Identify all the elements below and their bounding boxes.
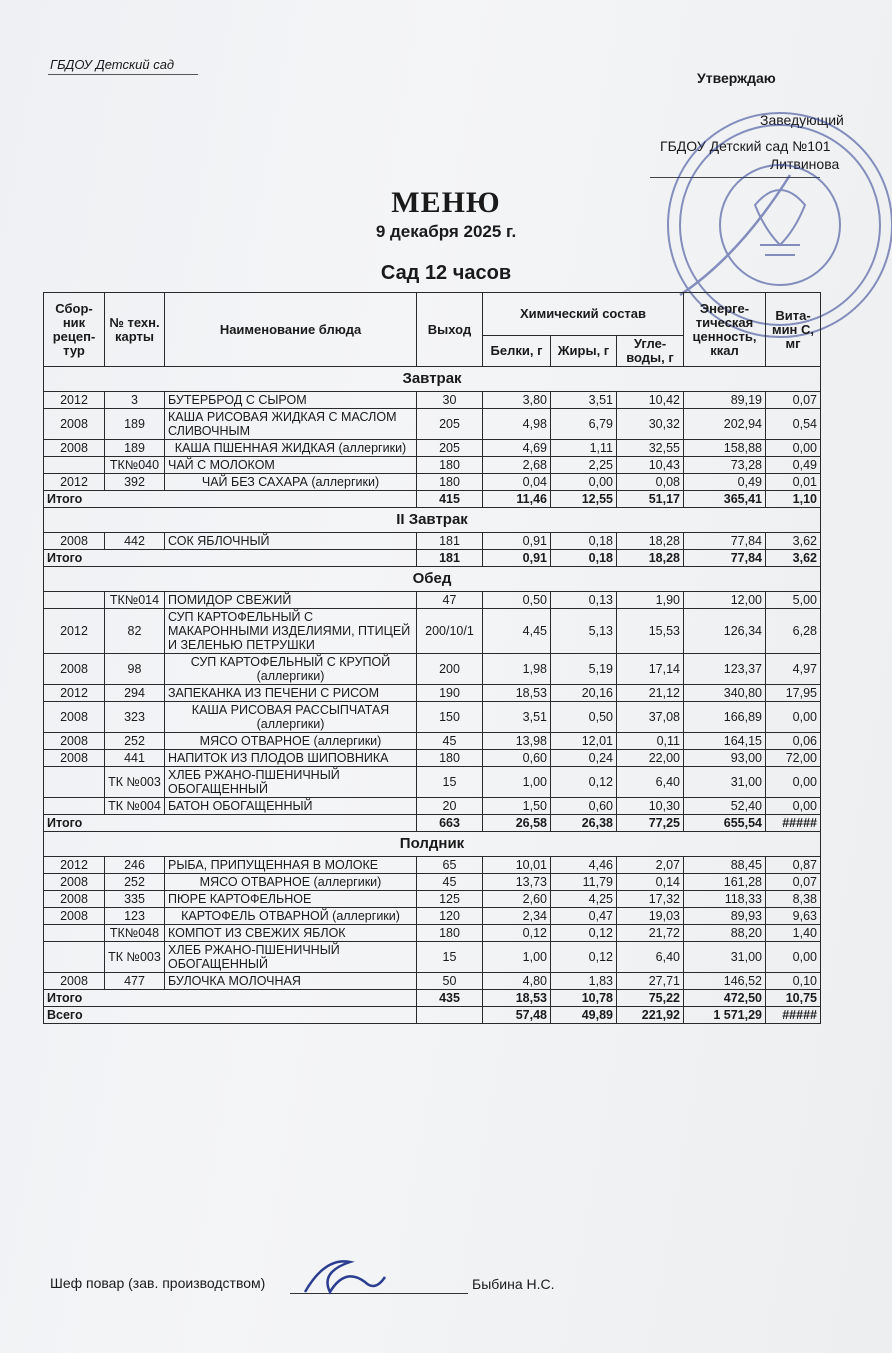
cell-collection (44, 457, 105, 474)
grand-total-label: Всего (44, 1007, 417, 1024)
cell-collection: 2008 (44, 440, 105, 457)
cell-protein: 1,98 (483, 654, 551, 685)
table-row (44, 891, 821, 908)
signature-icon (300, 1252, 390, 1300)
cell-collection: 2012 (44, 609, 105, 654)
cell-tech-card: 189 (105, 440, 165, 457)
cell-yield: 20 (417, 798, 483, 815)
cell-tech-card: 123 (105, 908, 165, 925)
section-title: Обед (44, 567, 821, 592)
table-row (44, 702, 821, 733)
cell-vitamin: 0,07 (766, 392, 821, 409)
cell-vitamin: 0,87 (766, 857, 821, 874)
cell-vitamin: 8,38 (766, 891, 821, 908)
cell-dish-name: ХЛЕБ РЖАНО-ПШЕНИЧНЫЙ ОБОГАЩЕННЫЙ (165, 767, 417, 798)
cell-tech-card: 294 (105, 685, 165, 702)
cell-fat: 3,51 (551, 392, 617, 409)
cell-vitamin: 4,97 (766, 654, 821, 685)
header-vitamin: Вита-мин С, мг (766, 293, 821, 367)
cell-fat: 20,16 (551, 685, 617, 702)
cell-protein: 1,50 (483, 798, 551, 815)
cell-vitamin: 3,62 (766, 533, 821, 550)
cell-tech-card: 3 (105, 392, 165, 409)
cell-tech-card: ТК№048 (105, 925, 165, 942)
header-yield: Выход (417, 293, 483, 367)
cell-yield: 15 (417, 942, 483, 973)
cell-collection: 2008 (44, 702, 105, 733)
total-vitamin: 10,75 (766, 990, 821, 1007)
grand-total-fat: 49,89 (551, 1007, 617, 1024)
cell-tech-card: 246 (105, 857, 165, 874)
header-collection: Сбор-ник рецеп-тур (44, 293, 105, 367)
cell-fat: 0,47 (551, 908, 617, 925)
cell-tech-card: 392 (105, 474, 165, 491)
cell-fat: 0,12 (551, 925, 617, 942)
cell-dish-name: КОМПОТ ИЗ СВЕЖИХ ЯБЛОК (165, 925, 417, 942)
table-row (44, 609, 821, 654)
total-fat: 12,55 (551, 491, 617, 508)
cell-collection: 2012 (44, 685, 105, 702)
cell-dish-name: БАТОН ОБОГАЩЕННЫЙ (165, 798, 417, 815)
table-row (44, 592, 821, 609)
cell-fat: 0,24 (551, 750, 617, 767)
cell-carb: 22,00 (617, 750, 684, 767)
header-energy: Энерге-тическая ценность, ккал (684, 293, 766, 367)
total-energy: 365,41 (684, 491, 766, 508)
cell-protein: 13,98 (483, 733, 551, 750)
cell-energy: 158,88 (684, 440, 766, 457)
cell-collection: 2008 (44, 891, 105, 908)
total-vitamin: ##### (766, 815, 821, 832)
cell-energy: 126,34 (684, 609, 766, 654)
table-row (44, 925, 821, 942)
table-row (44, 767, 821, 798)
cell-energy: 31,00 (684, 767, 766, 798)
cell-protein: 0,60 (483, 750, 551, 767)
cell-vitamin: 72,00 (766, 750, 821, 767)
cell-tech-card: 82 (105, 609, 165, 654)
cell-fat: 0,12 (551, 767, 617, 798)
page-title: МЕНЮ (391, 186, 501, 219)
cell-yield: 200 (417, 654, 483, 685)
header-fat: Жиры, г (551, 336, 617, 367)
cell-carb: 0,11 (617, 733, 684, 750)
cell-energy: 118,33 (684, 891, 766, 908)
total-carb: 77,25 (617, 815, 684, 832)
cell-yield: 50 (417, 973, 483, 990)
cell-carb: 17,32 (617, 891, 684, 908)
cell-vitamin: 9,63 (766, 908, 821, 925)
signature-line (650, 177, 820, 178)
cell-tech-card: ТК №003 (105, 767, 165, 798)
table-row (44, 798, 821, 815)
cell-vitamin: 0,49 (766, 457, 821, 474)
total-yield: 663 (417, 815, 483, 832)
cell-carb: 19,03 (617, 908, 684, 925)
cell-yield: 180 (417, 474, 483, 491)
cell-carb: 18,28 (617, 533, 684, 550)
cell-yield: 120 (417, 908, 483, 925)
cell-collection: 2008 (44, 533, 105, 550)
table-row (44, 874, 821, 891)
total-protein: 18,53 (483, 990, 551, 1007)
cell-protein: 3,51 (483, 702, 551, 733)
cell-carb: 21,72 (617, 925, 684, 942)
cell-protein: 0,12 (483, 925, 551, 942)
total-vitamin: 1,10 (766, 491, 821, 508)
cell-carb: 6,40 (617, 767, 684, 798)
table-row (44, 533, 821, 550)
grand-total-yield (417, 1007, 483, 1024)
cell-energy: 123,37 (684, 654, 766, 685)
cell-collection (44, 767, 105, 798)
cell-tech-card: 98 (105, 654, 165, 685)
total-row (44, 550, 821, 567)
cell-vitamin: 0,00 (766, 767, 821, 798)
cell-carb: 1,90 (617, 592, 684, 609)
cell-collection: 2008 (44, 874, 105, 891)
section-header (44, 832, 821, 857)
cell-carb: 37,08 (617, 702, 684, 733)
total-protein: 0,91 (483, 550, 551, 567)
org-underline (48, 74, 198, 75)
cell-fat: 12,01 (551, 733, 617, 750)
cell-yield: 180 (417, 925, 483, 942)
cell-carb: 15,53 (617, 609, 684, 654)
cell-dish-name: БУТЕРБРОД С СЫРОМ (165, 392, 417, 409)
cell-yield: 30 (417, 392, 483, 409)
cell-carb: 0,14 (617, 874, 684, 891)
total-carb: 75,22 (617, 990, 684, 1007)
cell-vitamin: 5,00 (766, 592, 821, 609)
cell-vitamin: 17,95 (766, 685, 821, 702)
section-title: II Завтрак (44, 508, 821, 533)
cell-energy: 146,52 (684, 973, 766, 990)
cell-tech-card: 323 (105, 702, 165, 733)
cell-energy: 340,80 (684, 685, 766, 702)
cell-carb: 30,32 (617, 409, 684, 440)
table-row (44, 654, 821, 685)
cell-collection (44, 925, 105, 942)
cell-energy: 202,94 (684, 409, 766, 440)
cell-carb: 2,07 (617, 857, 684, 874)
cell-protein: 3,80 (483, 392, 551, 409)
cell-energy: 88,20 (684, 925, 766, 942)
cell-protein: 4,80 (483, 973, 551, 990)
cell-tech-card: ТК №004 (105, 798, 165, 815)
head-organization: ГБДОУ Детский сад №101 (660, 138, 831, 154)
cell-dish-name: НАПИТОК ИЗ ПЛОДОВ ШИПОВНИКА (165, 750, 417, 767)
table-row (44, 409, 821, 440)
table-row (44, 857, 821, 874)
cell-collection: 2012 (44, 474, 105, 491)
cell-carb: 10,43 (617, 457, 684, 474)
cell-collection: 2012 (44, 392, 105, 409)
cell-protein: 4,98 (483, 409, 551, 440)
total-label: Итого (44, 990, 417, 1007)
cell-tech-card: ТК№014 (105, 592, 165, 609)
total-energy: 77,84 (684, 550, 766, 567)
cell-dish-name: СОК ЯБЛОЧНЫЙ (165, 533, 417, 550)
cell-collection: 2008 (44, 973, 105, 990)
total-row (44, 990, 821, 1007)
cell-tech-card: 335 (105, 891, 165, 908)
cell-collection (44, 942, 105, 973)
cell-dish-name: СУП КАРТОФЕЛЬНЫЙ С МАКАРОННЫМИ ИЗДЕЛИЯМИ, ПТИЦЕЙ И ЗЕЛЕНЬЮ ПЕТРУШКИ (165, 609, 417, 654)
cell-energy: 166,89 (684, 702, 766, 733)
cell-dish-name: МЯСО ОТВАРНОЕ (аллергики) (165, 733, 417, 750)
cell-fat: 5,19 (551, 654, 617, 685)
cell-yield: 47 (417, 592, 483, 609)
grand-total-row (44, 1007, 821, 1024)
cell-dish-name: МЯСО ОТВАРНОЕ (аллергики) (165, 874, 417, 891)
cell-vitamin: 0,00 (766, 440, 821, 457)
cell-yield: 15 (417, 767, 483, 798)
head-name: Литвинова (770, 156, 840, 172)
group-name: Сад 12 часов (380, 262, 512, 284)
cell-carb: 10,42 (617, 392, 684, 409)
total-row (44, 815, 821, 832)
cell-collection: 2012 (44, 857, 105, 874)
total-yield: 181 (417, 550, 483, 567)
total-fat: 10,78 (551, 990, 617, 1007)
section-header (44, 367, 821, 392)
cell-yield: 125 (417, 891, 483, 908)
section-header (44, 567, 821, 592)
cell-carb: 6,40 (617, 942, 684, 973)
header-chemical: Химический состав (483, 293, 684, 336)
cell-vitamin: 1,40 (766, 925, 821, 942)
cell-fat: 0,60 (551, 798, 617, 815)
header-protein: Белки, г (483, 336, 551, 367)
cell-dish-name: ЧАЙ БЕЗ САХАРА (аллергики) (165, 474, 417, 491)
cell-tech-card: ТК №003 (105, 942, 165, 973)
organization-name: ГБДОУ Детский сад (50, 57, 175, 72)
header-dish-name: Наименование блюда (165, 293, 417, 367)
total-energy: 655,54 (684, 815, 766, 832)
grand-total-carb: 221,92 (617, 1007, 684, 1024)
cell-dish-name: БУЛОЧКА МОЛОЧНАЯ (165, 973, 417, 990)
cell-fat: 4,25 (551, 891, 617, 908)
cell-yield: 200/10/1 (417, 609, 483, 654)
cell-collection: 2008 (44, 750, 105, 767)
cell-fat: 0,00 (551, 474, 617, 491)
total-label: Итого (44, 550, 417, 567)
cell-yield: 150 (417, 702, 483, 733)
cell-tech-card: 252 (105, 874, 165, 891)
cell-protein: 1,00 (483, 767, 551, 798)
cell-dish-name: ЧАЙ С МОЛОКОМ (165, 457, 417, 474)
cell-dish-name: ПЮРЕ КАРТОФЕЛЬНОЕ (165, 891, 417, 908)
cell-vitamin: 0,01 (766, 474, 821, 491)
cell-collection: 2008 (44, 409, 105, 440)
cell-yield: 181 (417, 533, 483, 550)
cell-tech-card: 441 (105, 750, 165, 767)
cell-dish-name: ХЛЕБ РЖАНО-ПШЕНИЧНЫЙ ОБОГАЩЕННЫЙ (165, 942, 417, 973)
table-row (44, 733, 821, 750)
cell-dish-name: СУП КАРТОФЕЛЬНЫЙ С КРУПОЙ (аллергики) (165, 654, 417, 685)
cell-yield: 45 (417, 733, 483, 750)
cell-yield: 190 (417, 685, 483, 702)
cell-protein: 13,73 (483, 874, 551, 891)
menu-date: 9 декабря 2025 г. (375, 222, 517, 241)
cell-dish-name: ЗАПЕКАНКА ИЗ ПЕЧЕНИ С РИСОМ (165, 685, 417, 702)
total-carb: 51,17 (617, 491, 684, 508)
section-header (44, 508, 821, 533)
chef-name: Быбина Н.С. (472, 1276, 555, 1292)
cell-dish-name: КАША РИСОВАЯ ЖИДКАЯ С МАСЛОМ СЛИВОЧНЫМ (165, 409, 417, 440)
cell-fat: 4,46 (551, 857, 617, 874)
cell-energy: 52,40 (684, 798, 766, 815)
cell-protein: 0,04 (483, 474, 551, 491)
total-row (44, 491, 821, 508)
cell-vitamin: 0,00 (766, 702, 821, 733)
cell-yield: 205 (417, 440, 483, 457)
cell-carb: 21,12 (617, 685, 684, 702)
cell-carb: 0,08 (617, 474, 684, 491)
cell-collection: 2008 (44, 908, 105, 925)
cell-dish-name: КАРТОФЕЛЬ ОТВАРНОЙ (аллергики) (165, 908, 417, 925)
cell-dish-name: ПОМИДОР СВЕЖИЙ (165, 592, 417, 609)
cell-vitamin: 0,54 (766, 409, 821, 440)
table-row (44, 457, 821, 474)
table-row (44, 908, 821, 925)
cell-carb: 10,30 (617, 798, 684, 815)
grand-total-energy: 1 571,29 (684, 1007, 766, 1024)
total-yield: 435 (417, 990, 483, 1007)
cell-vitamin: 0,10 (766, 973, 821, 990)
cell-energy: 93,00 (684, 750, 766, 767)
section-title: Завтрак (44, 367, 821, 392)
header-carb: Угле-воды, г (617, 336, 684, 367)
total-label: Итого (44, 491, 417, 508)
cell-carb: 17,14 (617, 654, 684, 685)
cell-tech-card: 252 (105, 733, 165, 750)
cell-carb: 27,71 (617, 973, 684, 990)
cell-protein: 0,91 (483, 533, 551, 550)
cell-tech-card: 189 (105, 409, 165, 440)
cell-dish-name: РЫБА, ПРИПУЩЕННАЯ В МОЛОКЕ (165, 857, 417, 874)
table-row (44, 942, 821, 973)
cell-energy: 164,15 (684, 733, 766, 750)
total-protein: 11,46 (483, 491, 551, 508)
table-row (44, 685, 821, 702)
cell-collection (44, 592, 105, 609)
table-row (44, 750, 821, 767)
head-title: Заведующий (760, 112, 844, 128)
cell-fat: 11,79 (551, 874, 617, 891)
table-row (44, 440, 821, 457)
cell-yield: 205 (417, 409, 483, 440)
grand-total-protein: 57,48 (483, 1007, 551, 1024)
cell-collection: 2008 (44, 733, 105, 750)
total-protein: 26,58 (483, 815, 551, 832)
grand-total-vitamin: ##### (766, 1007, 821, 1024)
cell-protein: 4,69 (483, 440, 551, 457)
cell-fat: 2,25 (551, 457, 617, 474)
menu-table (43, 292, 821, 1024)
cell-energy: 89,19 (684, 392, 766, 409)
cell-dish-name: КАША РИСОВАЯ РАССЫПЧАТАЯ (аллергики) (165, 702, 417, 733)
cell-yield: 45 (417, 874, 483, 891)
approve-label: Утверждаю (697, 70, 776, 86)
cell-protein: 2,34 (483, 908, 551, 925)
cell-energy: 73,28 (684, 457, 766, 474)
total-fat: 26,38 (551, 815, 617, 832)
total-fat: 0,18 (551, 550, 617, 567)
cell-vitamin: 0,07 (766, 874, 821, 891)
cell-dish-name: КАША ПШЕННАЯ ЖИДКАЯ (аллергики) (165, 440, 417, 457)
cell-fat: 0,13 (551, 592, 617, 609)
cell-tech-card: 442 (105, 533, 165, 550)
cell-vitamin: 0,00 (766, 798, 821, 815)
cell-energy: 0,49 (684, 474, 766, 491)
cell-fat: 1,83 (551, 973, 617, 990)
cell-collection (44, 798, 105, 815)
cell-protein: 2,60 (483, 891, 551, 908)
section-title: Полдник (44, 832, 821, 857)
cell-energy: 161,28 (684, 874, 766, 891)
table-row (44, 973, 821, 990)
total-carb: 18,28 (617, 550, 684, 567)
cell-fat: 0,50 (551, 702, 617, 733)
cell-fat: 5,13 (551, 609, 617, 654)
total-energy: 472,50 (684, 990, 766, 1007)
cell-fat: 1,11 (551, 440, 617, 457)
header-tech-card: № техн. карты (105, 293, 165, 367)
table-row (44, 474, 821, 491)
cell-fat: 0,12 (551, 942, 617, 973)
cell-protein: 1,00 (483, 942, 551, 973)
cell-protein: 2,68 (483, 457, 551, 474)
cell-protein: 10,01 (483, 857, 551, 874)
cell-vitamin: 0,00 (766, 942, 821, 973)
cell-tech-card: ТК№040 (105, 457, 165, 474)
cell-yield: 180 (417, 457, 483, 474)
cell-energy: 77,84 (684, 533, 766, 550)
cell-energy: 31,00 (684, 942, 766, 973)
chef-label: Шеф повар (зав. производством) (50, 1275, 266, 1291)
cell-protein: 4,45 (483, 609, 551, 654)
total-label: Итого (44, 815, 417, 832)
cell-energy: 12,00 (684, 592, 766, 609)
cell-fat: 6,79 (551, 409, 617, 440)
cell-yield: 180 (417, 750, 483, 767)
menu-body (44, 367, 821, 1024)
cell-tech-card: 477 (105, 973, 165, 990)
cell-energy: 89,93 (684, 908, 766, 925)
total-vitamin: 3,62 (766, 550, 821, 567)
cell-vitamin: 6,28 (766, 609, 821, 654)
cell-energy: 88,45 (684, 857, 766, 874)
cell-yield: 65 (417, 857, 483, 874)
cell-carb: 32,55 (617, 440, 684, 457)
cell-protein: 18,53 (483, 685, 551, 702)
cell-vitamin: 0,06 (766, 733, 821, 750)
cell-collection: 2008 (44, 654, 105, 685)
total-yield: 415 (417, 491, 483, 508)
cell-fat: 0,18 (551, 533, 617, 550)
table-row (44, 392, 821, 409)
cell-protein: 0,50 (483, 592, 551, 609)
